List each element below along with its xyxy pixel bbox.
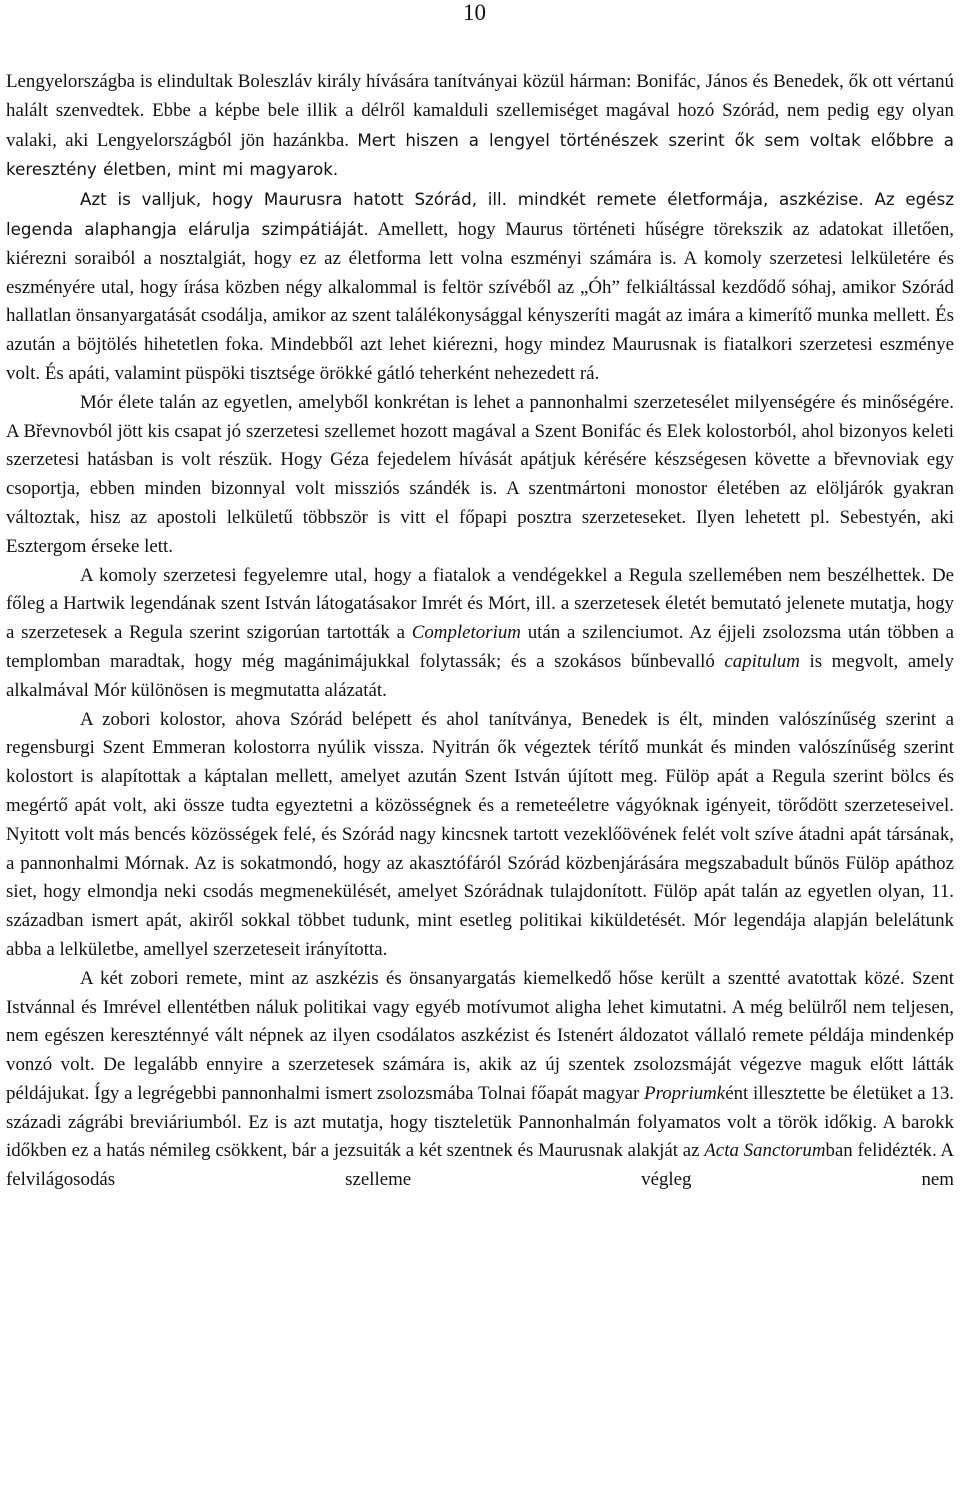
paragraph-2-text: Amellett, hogy Maurus történeti hűségre törekszik az adatokat illetően, kiérezni soraiból a nosztalgiát, hogy ez az életforma lett volna eszményi számára is. A komoly szerzetesi lelkületére és eszményére utal, hogy írása közben négy alkalommal is feltör szívéből az „Óh” felkiáltással kezdődő sóhaj, amikor Szórád hallatlan önsanyargatását csodálja, amikor az szent találékonysággal kényszeríti magát az imára a kimerítő munka mellett. És azután a böjtölés hihetetlen foka. Mindebből azt lehet kiérezni, hogy mindez Maurusnak is fiatalkori szerzetesi eszménye volt. És apáti, valamint püspöki tisztsége örökké gátló teherként nehezedett rá. (6, 218, 954, 384)
paragraph-6-text-a: A két zobori remete, mint az aszkézis és önsanyargatás kiemelkedő hőse került a szentté avatottak közé. Szent Istvánnal és Imrével ellentétben náluk politikai vagy egyéb motívumot aligha lehet kimutatni. A még belülről nem teljesen, nem egészen kereszténnyé vált népnek az ilyen csodálatos aszkézist és Istenért áldozatot vállaló remete példája mindenkép vonzó volt. De legalább ennyire a szerzetesek számára is, akik az új szentek zsolozsmáját végezve maguk előtt látták példájukat. Így a legrégebbi pannonhalmi ismert zsolozsmába Tolnai főapát magyar (6, 967, 954, 1104)
paragraph-6-italic-proprium: Propriumk (644, 1082, 726, 1104)
paragraph-5 (6, 706, 954, 965)
page-number: 10 (463, 0, 486, 25)
paragraph-6 (6, 965, 954, 1195)
paragraph-1-sans-text: Mert hiszen a lengyel történészek szerint ők sem voltak előbbre a keresztény életben, mint mi magyarok. (6, 129, 955, 180)
paragraph-4-text-a: A komoly szerzetesi fegyelemre utal, hogy a fiatalok a vendégekkel a Regula szellemében nem beszélhettek. De főleg a Hartwik legendának szent István látogatásakor Imrét és Mórt, ill. a szerzetesek életét bemutató jelenete mutatja, hogy a szerzetesek a Regula szerint szigorúan tartották a (6, 564, 954, 644)
paragraph-3 (6, 389, 954, 562)
paragraph-6-text-c: ban felidézték. A felvilágosodás szelleme végleg nem (6, 1140, 954, 1191)
paragraph-1 (6, 68, 954, 185)
paragraph-5-text: A zobori kolostor, ahova Szórád belépett és ahol tanítványa, Benedek is élt, minden valószínűség szerint a regensburgi Szent Emmeran kolostorra nyúlik vissza. Nyitrán ők végeztek térítő munkát és minden valószínűség szerint kolostort is alapítottak a káptalan mellett, amelyet azután Szent István újított meg. Fülöp apát a Regula szerint bölcs és megértő apát volt, aki össze tudta egyeztetni a közösségnek és a remeteéletre vágyóknak igényeit, törődött szerzeteseivel. Nyitott volt más bencés közösségek felé, és Szórád nagy kincsnek tartott vezeklőövének felét volt szíve átadni apát társának, a pannonhalmi Mórnak. Az is sokatmondó, hogy az akasztófáról Szórád közbenjárására megszabadult bűnös Fülöp apáthoz siet, hogy elmondja neki csodás megmenekülését, amelyet Szórádnak tulajdonított. Fülöp apát talán az egyetlen olyan, 11. században ismert apát, akiről sokkal többet tudunk, mint esetleg politikai kiküldetését. Mór legendája alapján belelátunk abba a lelkületbe, amellyel szerzeteseit irányította. (6, 708, 954, 960)
paragraph-4-italic-completorium: Completorium (411, 622, 521, 644)
paragraph-2 (6, 185, 954, 389)
paragraph-4-text-b: után a szilenciumot. Az éjjeli zsolozsma után többen a templomban maradtak, hogy még magánimájukkal folytassák; és a szokásos bűnbevalló (6, 622, 954, 672)
paragraph-6-italic-acta-sanctorum: Acta Sanctorum (704, 1140, 826, 1162)
paragraph-4 (6, 562, 954, 706)
paragraph-4-italic-capitulum: capitulum (724, 650, 800, 672)
paragraph-2-sans-text: Azt is valljuk, hogy Maurusra hatott Szórád, ill. mindkét remete életformája, aszkézise. Az egész legenda alaphangja elárulja szimpátiáját. (6, 189, 954, 239)
document-body (6, 68, 954, 1195)
paragraph-1-text: Lengyelországba is elindultak Boleszláv király hívására tanítványai közül hárman: Bonifác, János és Benedek, ők ott vértanú halált szenvedtek. Ebbe a képbe bele illik a délről kamalduli szellemiséget magával hozó Szórád, nem pedig egy olyan valaki, aki Lengyelországból jön hazánkba. (6, 71, 954, 151)
paragraph-3-text: Mór élete talán az egyetlen, amelyből konkrétan is lehet a pannonhalmi szerzetesélet milyenségére és minőségére. A Břevnovból jött kis csapat jó szerzetesi szellemet hozott magával a Szent Bonifác és Elek kolostorból, ahol bizonyos keleti szerzetesi hatásban is volt részük. Hogy Géza fejedelem hívását apátjuk kérésére készségesen követte a břevnoviak egy csoportja, ebben minden bizonnyal volt missziós szándék is. A szentmártoni monostor életében az elöljárók gyakran változtak, hisz az apostoli lelkületű többször is vitt el főpapi posztra szerzeteseket. Ilyen lehetett pl. Sebestyén, aki Esztergom érseke lett. (6, 391, 954, 557)
paragraph-6-text-b: ént illesztette be életüket a 13. századi zágrábi breviáriumból. Ez is azt mutatja, hogy tiszteletük Pannonhalmán folyamatos volt a török időkig. A barokk időkben ez a hatás némileg csökkent, bár a jezsuiták a két szentnek és Maurusnak alakját az (6, 1082, 954, 1162)
paragraph-4-text-c: is megvolt, amely alkalmával Mór különösen is megmutatta alázatát. (6, 650, 954, 701)
